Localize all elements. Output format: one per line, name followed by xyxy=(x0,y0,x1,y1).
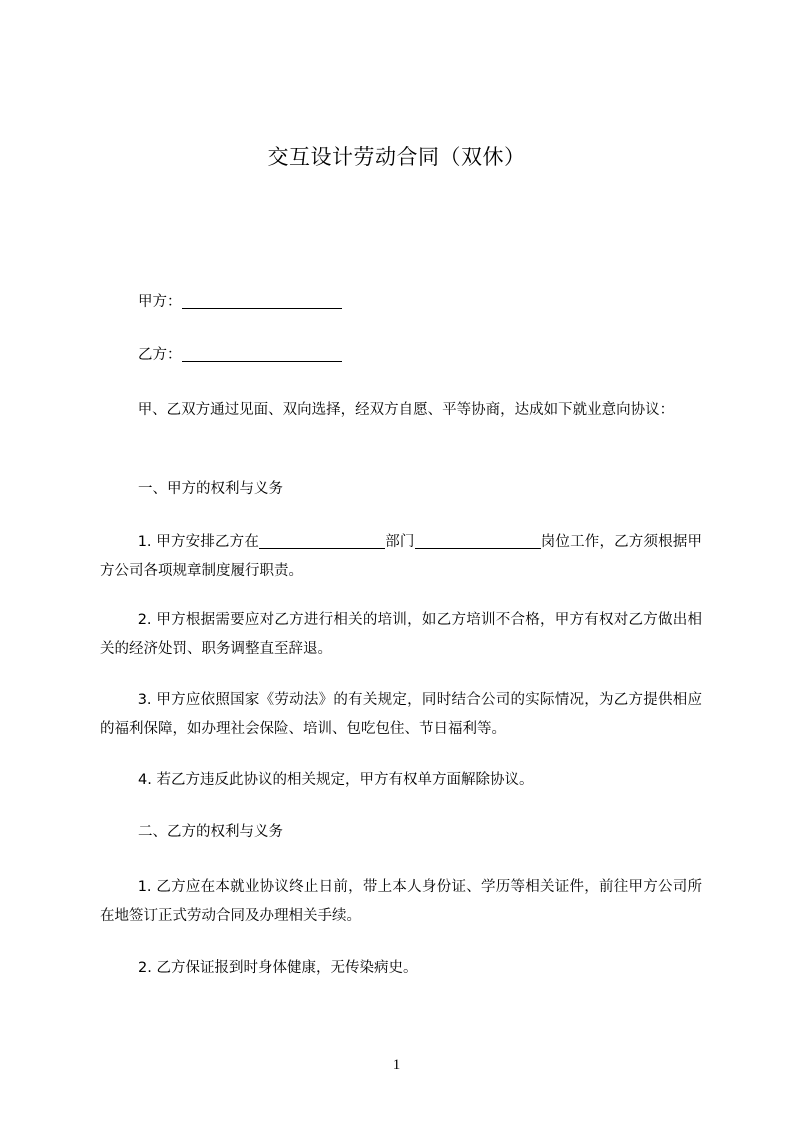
party-a-blank xyxy=(182,292,342,309)
party-a-line xyxy=(100,288,740,317)
section1-item1-prefix: 1. 甲方安排乙方在 xyxy=(137,534,260,550)
position-blank xyxy=(415,532,541,549)
intro-paragraph: 甲、乙双方通过见面、双向选择，经双方自愿、平等协商，达成如下就业意向协议： xyxy=(137,402,675,418)
section1-item1-mid: 部门 xyxy=(385,534,415,550)
section1-item3: 3. 甲方应依照国家《劳动法》的有关规定，同时结合公司的实际情况，为乙方提供相应的福利保障，如办理社会保险、培训、包吃包住、节日福利等。 xyxy=(100,692,702,737)
section1-item2: 2. 甲方根据需要应对乙方进行相关的培训，如乙方培训不合格，甲方有权对乙方做出相关的经济处罚、职务调整直至辞退。 xyxy=(100,612,702,657)
section1-item1-suffix: 岗位工作，乙方须根据甲方公司各项规章制度履行职责。 xyxy=(100,534,703,579)
section1-heading: 一、甲方的权利与义务 xyxy=(138,481,283,497)
section2-item1: 1. 乙方应在本就业协议终止日前，带上本人身份证、学历等相关证件，前往甲方公司所在地签订正式劳动合同及办理相关手续。 xyxy=(100,879,702,924)
section2-heading: 二、乙方的权利与义务 xyxy=(138,824,283,840)
page-number: 1 xyxy=(392,1057,401,1073)
department-blank xyxy=(259,532,385,549)
party-a-label: 甲方： xyxy=(138,294,182,310)
document-title: 交互设计劳动合同（双休） xyxy=(267,145,526,169)
section1-item4: 4. 若乙方违反此协议的相关规定，甲方有权单方面解除协议。 xyxy=(138,772,534,788)
section1-item1 xyxy=(100,528,702,586)
section2-item2: 2. 乙方保证报到时身体健康，无传染病史。 xyxy=(138,960,418,976)
party-b-label: 乙方： xyxy=(138,347,182,363)
party-b-line xyxy=(100,341,740,370)
party-b-blank xyxy=(182,345,342,362)
